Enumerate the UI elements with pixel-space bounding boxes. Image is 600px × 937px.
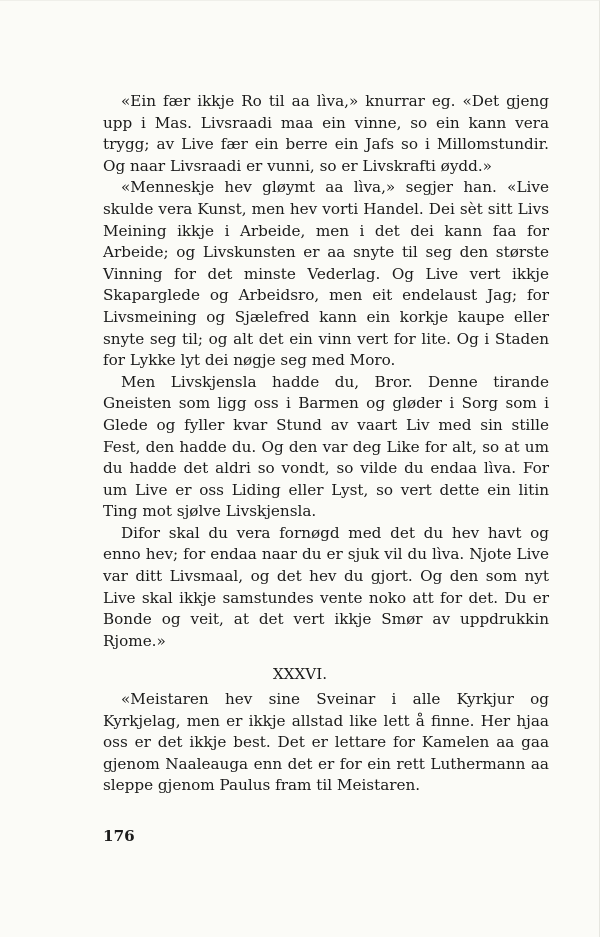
paragraph-5: «Meistaren hev sine Sveinar i alle Kyrkjur og Kyrkjelag, men er ikkje allstad like lett å finne. Her hjaa oss er det ikkje best. Det er lettare for Kamelen aa gaa gjenom Naaleauga enn det er for ein rett Luthermann aa sleppe gjenom Paulus fram til Meistaren. xyxy=(103,690,549,795)
text-block-chapter xyxy=(103,689,549,797)
text-block-top xyxy=(103,91,549,652)
paragraph-2: «Menneskje hev gløymt aa lìva,» segjer han. «Live skulde vera Kunst, men hev vorti Handel. Dei sèt sitt Livs Meining ikkje i Arbeide, men i det dei kann faa for Arbeide; og Livskunsten er aa snyte til seg den største Vinning for det minste Vederlag. Og Live vert ikkje Skaparglede og Arbeidsro, men eit endelaust Jag; for Livsmeining og Sjælefred kann ein korkje kaupe eller snyte seg til; og alt det ein vinn vert for lite. Og i Staden for Lykke lyt dei nøgje seg med Moro. xyxy=(103,178,549,370)
page-number: 176 xyxy=(103,827,135,845)
paragraph-1: «Ein fær ikkje Ro til aa lìva,» knurrar eg. «Det gjeng upp i Mas. Livsraadi maa ein vinne, so ein kann vera trygg; av Live fær ein berre ein Jafs so i Millomstundir. Og naar Livsraadi er vunni, so er Livskrafti øydd.» xyxy=(103,92,549,175)
paragraph-3: Men Livskjensla hadde du, Bror. Denne tirande Gneisten som ligg oss i Barmen og gløder i Sorg som i Glede og fyller kvar Stund av vaart Liv med sin stille Fest, den hadde du. Og den var deg Like for alt, so at um du hadde det aldri so vondt, so vilde du endaa lìva. For um Live er oss Liding eller Lyst, so vert dette ein litin Ting mot sjølve Livskjensla. xyxy=(103,372,549,521)
paragraph-4: Difor skal du vera fornøgd med det du hev havt og enno hev; for endaa naar du er sjuk vil du lìva. Njote Live var ditt Livsmaal, og det hev du gjort. Og den som nyt Live skal ikkje samstundes vente noko att for det. Du er Bonde og veit, at det vert ikkje Smør av uppdrukkin Rjome.» xyxy=(103,523,549,650)
chapter-heading: XXXVI. xyxy=(272,665,328,683)
